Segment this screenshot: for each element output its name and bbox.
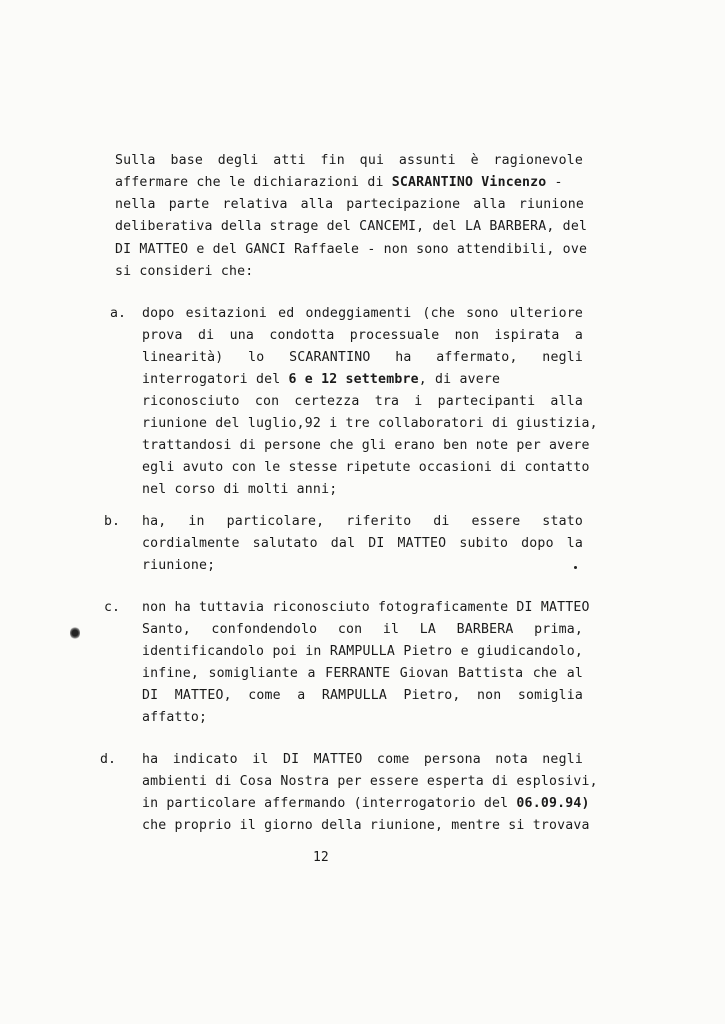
item-a-dates: 6 e 12 settembre — [288, 372, 419, 387]
item-a-line-1: dopo esitazioni ed ondeggiamenti (che sono ulteriore — [142, 306, 583, 321]
item-b-line-1: ha, in particolare, riferito di essere stato — [142, 514, 583, 529]
intro-line-2 — [115, 175, 590, 190]
intro-line-2-dash: - — [546, 175, 563, 190]
intro-line-5: DI MATTEO e del GANCI Raffaele - non sono attendibili, ove — [115, 242, 588, 257]
intro-name-scarantino: SCARANTINO Vincenzo — [391, 175, 547, 190]
item-c-line-3: identificandolo poi in RAMPULLA Pietro e giudicandolo, — [142, 644, 583, 659]
hole-punch-mark — [70, 626, 80, 640]
intro-line-1: Sulla base degli atti fin qui assunti è ragionevole — [115, 153, 583, 168]
page-number: 12 — [313, 850, 329, 865]
item-a-line-2: prova di una condotta processuale non ispirata a — [142, 328, 583, 343]
item-c-line-6: affatto; — [142, 710, 208, 725]
item-d-date: 06.09.94) — [516, 796, 590, 811]
item-d-line-1: ha indicato il DI MATTEO come persona nota negli — [142, 752, 583, 767]
intro-line-6: si consideri che: — [115, 264, 254, 279]
item-c-line-1: non ha tuttavia riconosciuto fotograficamente DI MATTEO — [142, 600, 590, 615]
item-d-line-2: ambienti di Cosa Nostra per essere esperta di esplosivi, — [142, 774, 598, 789]
item-b-line-2: cordialmente salutato dal DI MATTEO subito dopo la — [142, 536, 583, 551]
item-d-line-4: che proprio il giorno della riunione, mentre si trovava — [142, 818, 590, 833]
item-a-line-5: riconosciuto con certezza tra i partecipanti alla — [142, 394, 583, 409]
item-d-label: d. — [100, 752, 116, 767]
item-a-line-3: linearità) lo SCARANTINO ha affermato, negli — [142, 350, 583, 365]
item-c-label: c. — [104, 600, 120, 615]
item-d-line-3-text: in particolare affermando (interrogatorio del — [142, 796, 517, 811]
intro-line-4: deliberativa della strage del CANCEMI, del LA BARBERA, del — [115, 219, 588, 234]
item-b-line-3: riunione; — [142, 558, 216, 573]
item-c-line-4: infine, somigliante a FERRANTE Giovan Battista che al — [142, 666, 583, 681]
item-d-line-3 — [142, 796, 590, 811]
item-a-line-4 — [142, 372, 500, 387]
item-a-line-7: trattandosi di persone che gli erano ben note per avere — [142, 438, 590, 453]
item-a-label: a. — [110, 306, 126, 321]
item-a-line-6: riunione del luglio,92 i tre collaboratori di giustizia, — [142, 416, 598, 431]
item-a-line-4-end: , di avere — [418, 372, 501, 387]
item-c-line-2: Santo, confondendolo con il LA BARBERA prima, — [142, 622, 583, 637]
item-a-line-4-text: interrogatori del — [142, 372, 289, 387]
item-a-line-9: nel corso di molti anni; — [142, 482, 338, 497]
item-a-line-8: egli avuto con le stesse ripetute occasioni di contatto — [142, 460, 590, 475]
intro-line-2-text: affermare che le dichiarazioni di — [115, 175, 392, 190]
specks — [574, 566, 577, 569]
item-c-line-5: DI MATTEO, come a RAMPULLA Pietro, non somiglia — [142, 688, 583, 703]
intro-line-3: nella parte relativa alla partecipazione alla riunione — [115, 197, 584, 212]
item-b-label: b. — [104, 514, 120, 529]
